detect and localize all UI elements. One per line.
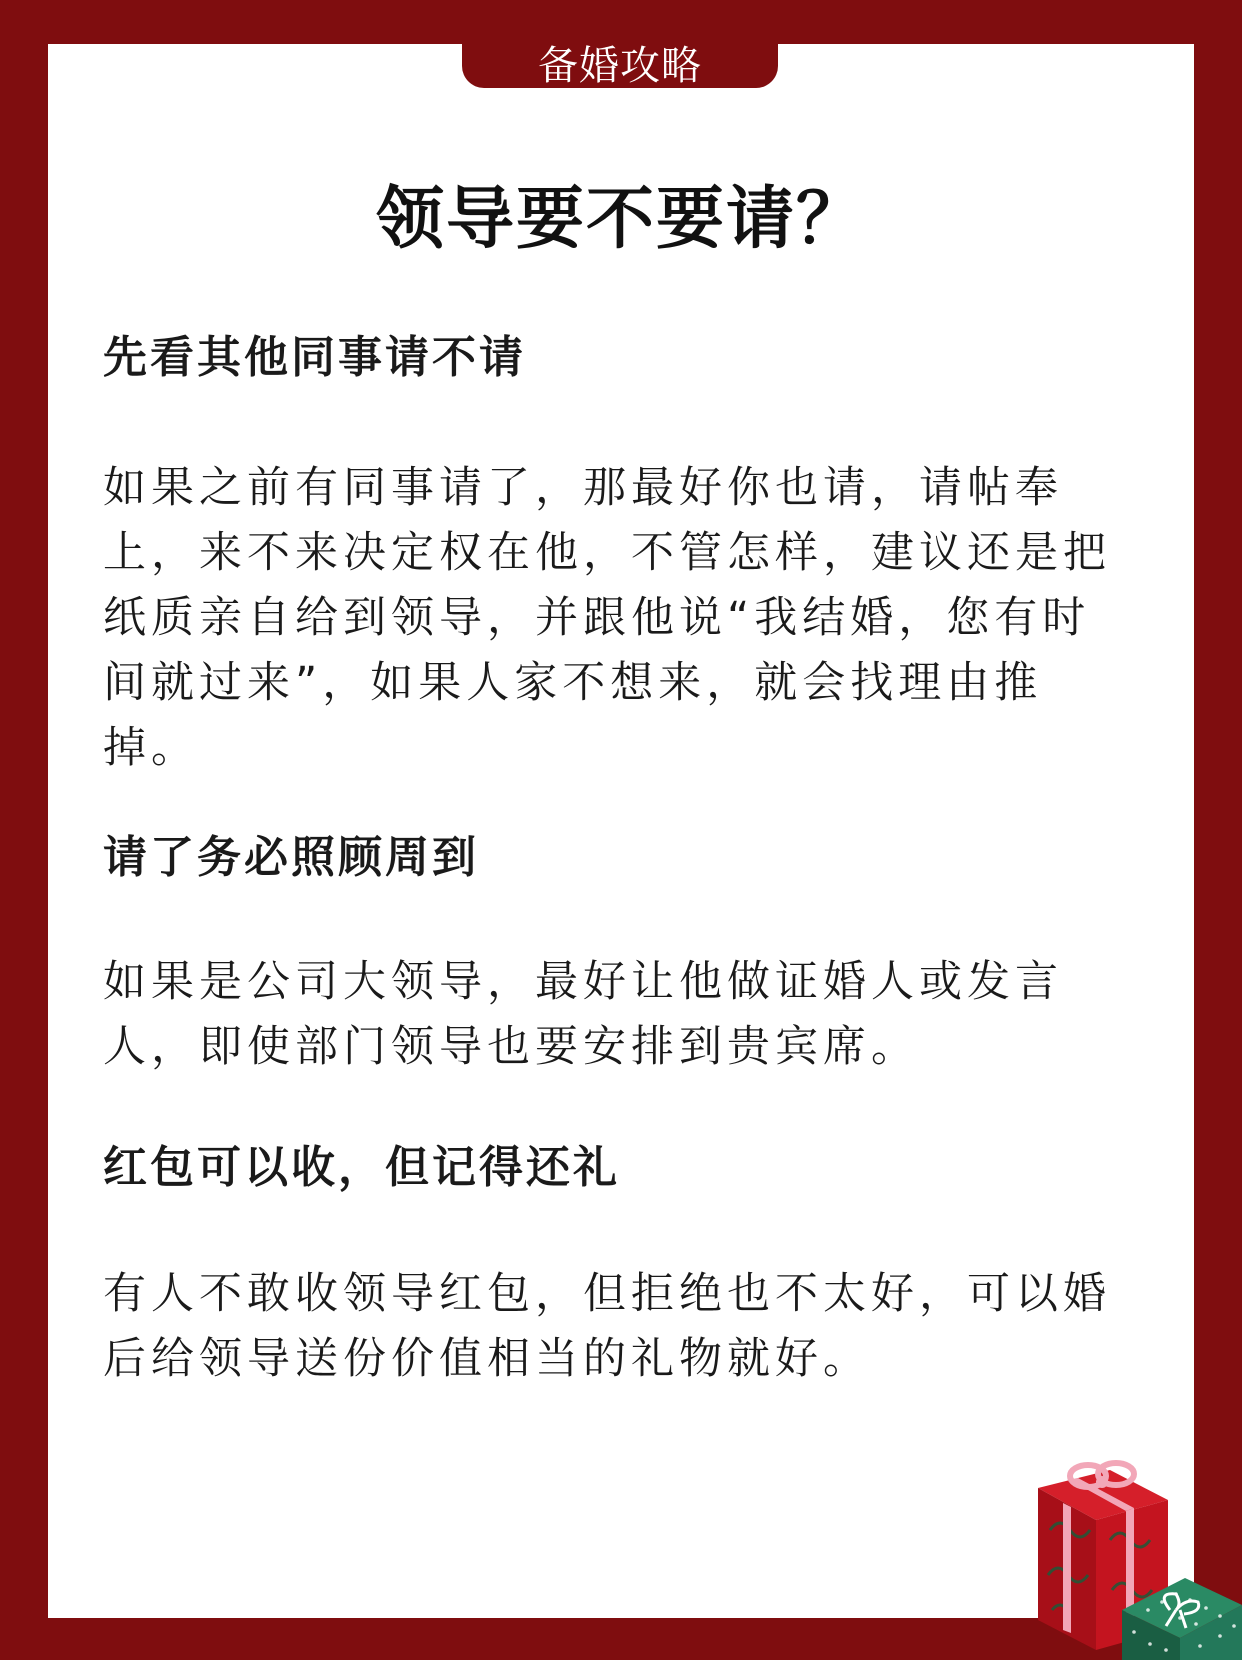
gift-boxes-icon	[1030, 1460, 1242, 1660]
page-title: 领导要不要请？	[375, 180, 866, 259]
section-body-1: 如果之前有同事请了，那最好你也请，请帖奉上，来不来决定权在他，不管怎样，建议还是把纸质亲自给到领导，并跟他说“我结婚，您有时间就过来”，如果人家不想来，就会找理由推掉。	[103, 463, 1111, 773]
section-heading-3: 红包可以收，但记得还礼	[103, 1142, 620, 1193]
section-body-3: 有人不敢收领导红包，但拒绝也不太好，可以婚后给领导送份价值相当的礼物就好。	[103, 1269, 1111, 1384]
section-body-2: 如果是公司大领导，最好让他做证婚人或发言人，即使部门领导也要安排到贵宾席。	[103, 957, 1063, 1072]
category-tag: 备婚攻略	[462, 44, 778, 88]
section-heading-2: 请了务必照顾周到	[103, 832, 479, 883]
section-heading-1: 先看其他同事请不请	[103, 332, 526, 383]
